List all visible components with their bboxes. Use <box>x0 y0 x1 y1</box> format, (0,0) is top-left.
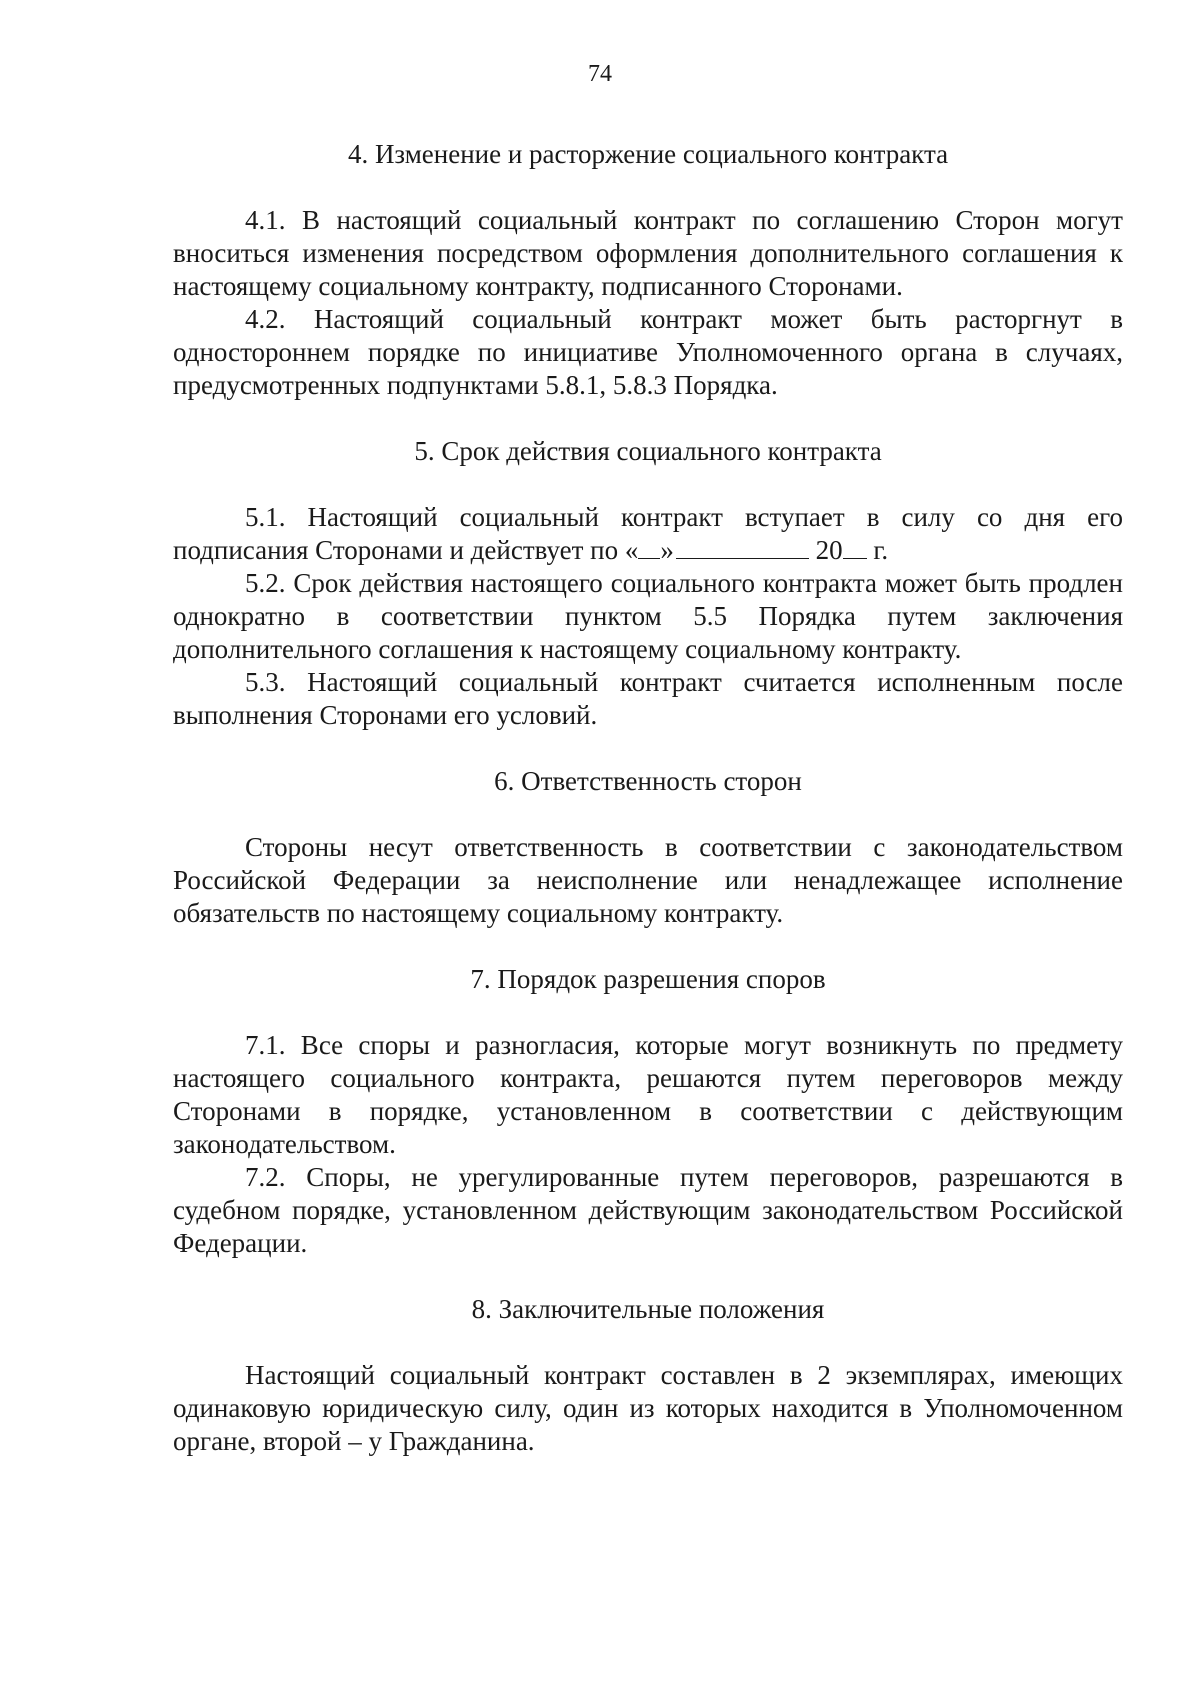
paragraph-7-1: 7.1. Все споры и разногласия, которые могут возникнуть по предмету настоящего социального контракта, решаются путем переговоров между Сторонами в порядке, установленном в соответствии с действующим законодательством. <box>173 1030 1123 1159</box>
paragraph-5-2: 5.2. Срок действия настоящего социального контракта может быть продлен однократно в соответствии пунктом 5.5 Порядка путем заключения дополнительного соглашения к настоящему социальному контракту. <box>173 568 1123 664</box>
paragraph-5-1-text: 5.1. Настоящий социальный контракт вступает в силу со дня его подписания Сторонами и действует по « <box>173 502 1123 565</box>
paragraph-8: Настоящий социальный контракт составлен в 2 экземплярах, имеющих одинаковую юридическую силу, один из которых находится в Уполномоченном органе, второй – у Гражданина. <box>173 1360 1123 1456</box>
year-suffix: г. <box>866 535 889 565</box>
section-heading: 6. Ответственность сторон <box>494 766 802 796</box>
section-5 <box>173 435 1123 732</box>
paragraph-7-2: 7.2. Споры, не урегулированные путем переговоров, разрешаются в судебном порядке, установленном действующим законодательством Российской Федерации. <box>173 1162 1123 1258</box>
paragraph-6: Стороны несут ответственность в соответствии с законодательством Российской Федерации за неисполнение или ненадлежащее исполнение обязательств по настоящему социальному контракту. <box>173 832 1123 928</box>
day-blank-line <box>638 534 660 559</box>
paragraph-5-1 <box>173 501 1123 567</box>
year-prefix: 20 <box>808 535 843 565</box>
month-blank-line <box>676 534 809 559</box>
document-body <box>173 138 1123 1491</box>
section-6 <box>173 765 1123 930</box>
section-heading: 8. Заключительные положения <box>471 1294 825 1324</box>
paragraph-4-1: 4.1. В настоящий социальный контракт по соглашению Сторон могут вноситься изменения посредством оформления дополнительного соглашения к настоящему социальному контракту, подписанного Сторонами. <box>173 205 1123 301</box>
section-heading: 4. Изменение и расторжение социального контракта <box>347 139 949 169</box>
section-heading: 7. Порядок разрешения споров <box>470 964 826 994</box>
year-blank-line <box>843 534 867 559</box>
page-number: 74 <box>588 61 612 87</box>
paragraph-4-2: 4.2. Настоящий социальный контракт может быть расторгнут в одностороннем порядке по инициативе Уполномоченного органа в случаях, предусмотренных подпунктами 5.8.1, 5.8.3 Порядка. <box>173 304 1123 400</box>
section-heading: 5. Срок действия социального контракта <box>414 436 882 466</box>
section-8 <box>173 1293 1123 1458</box>
section-7 <box>173 963 1123 1260</box>
section-4 <box>173 138 1123 402</box>
quote-close: » <box>660 535 674 565</box>
paragraph-5-3: 5.3. Настоящий социальный контракт считается исполненным после выполнения Сторонами его условий. <box>173 667 1123 730</box>
